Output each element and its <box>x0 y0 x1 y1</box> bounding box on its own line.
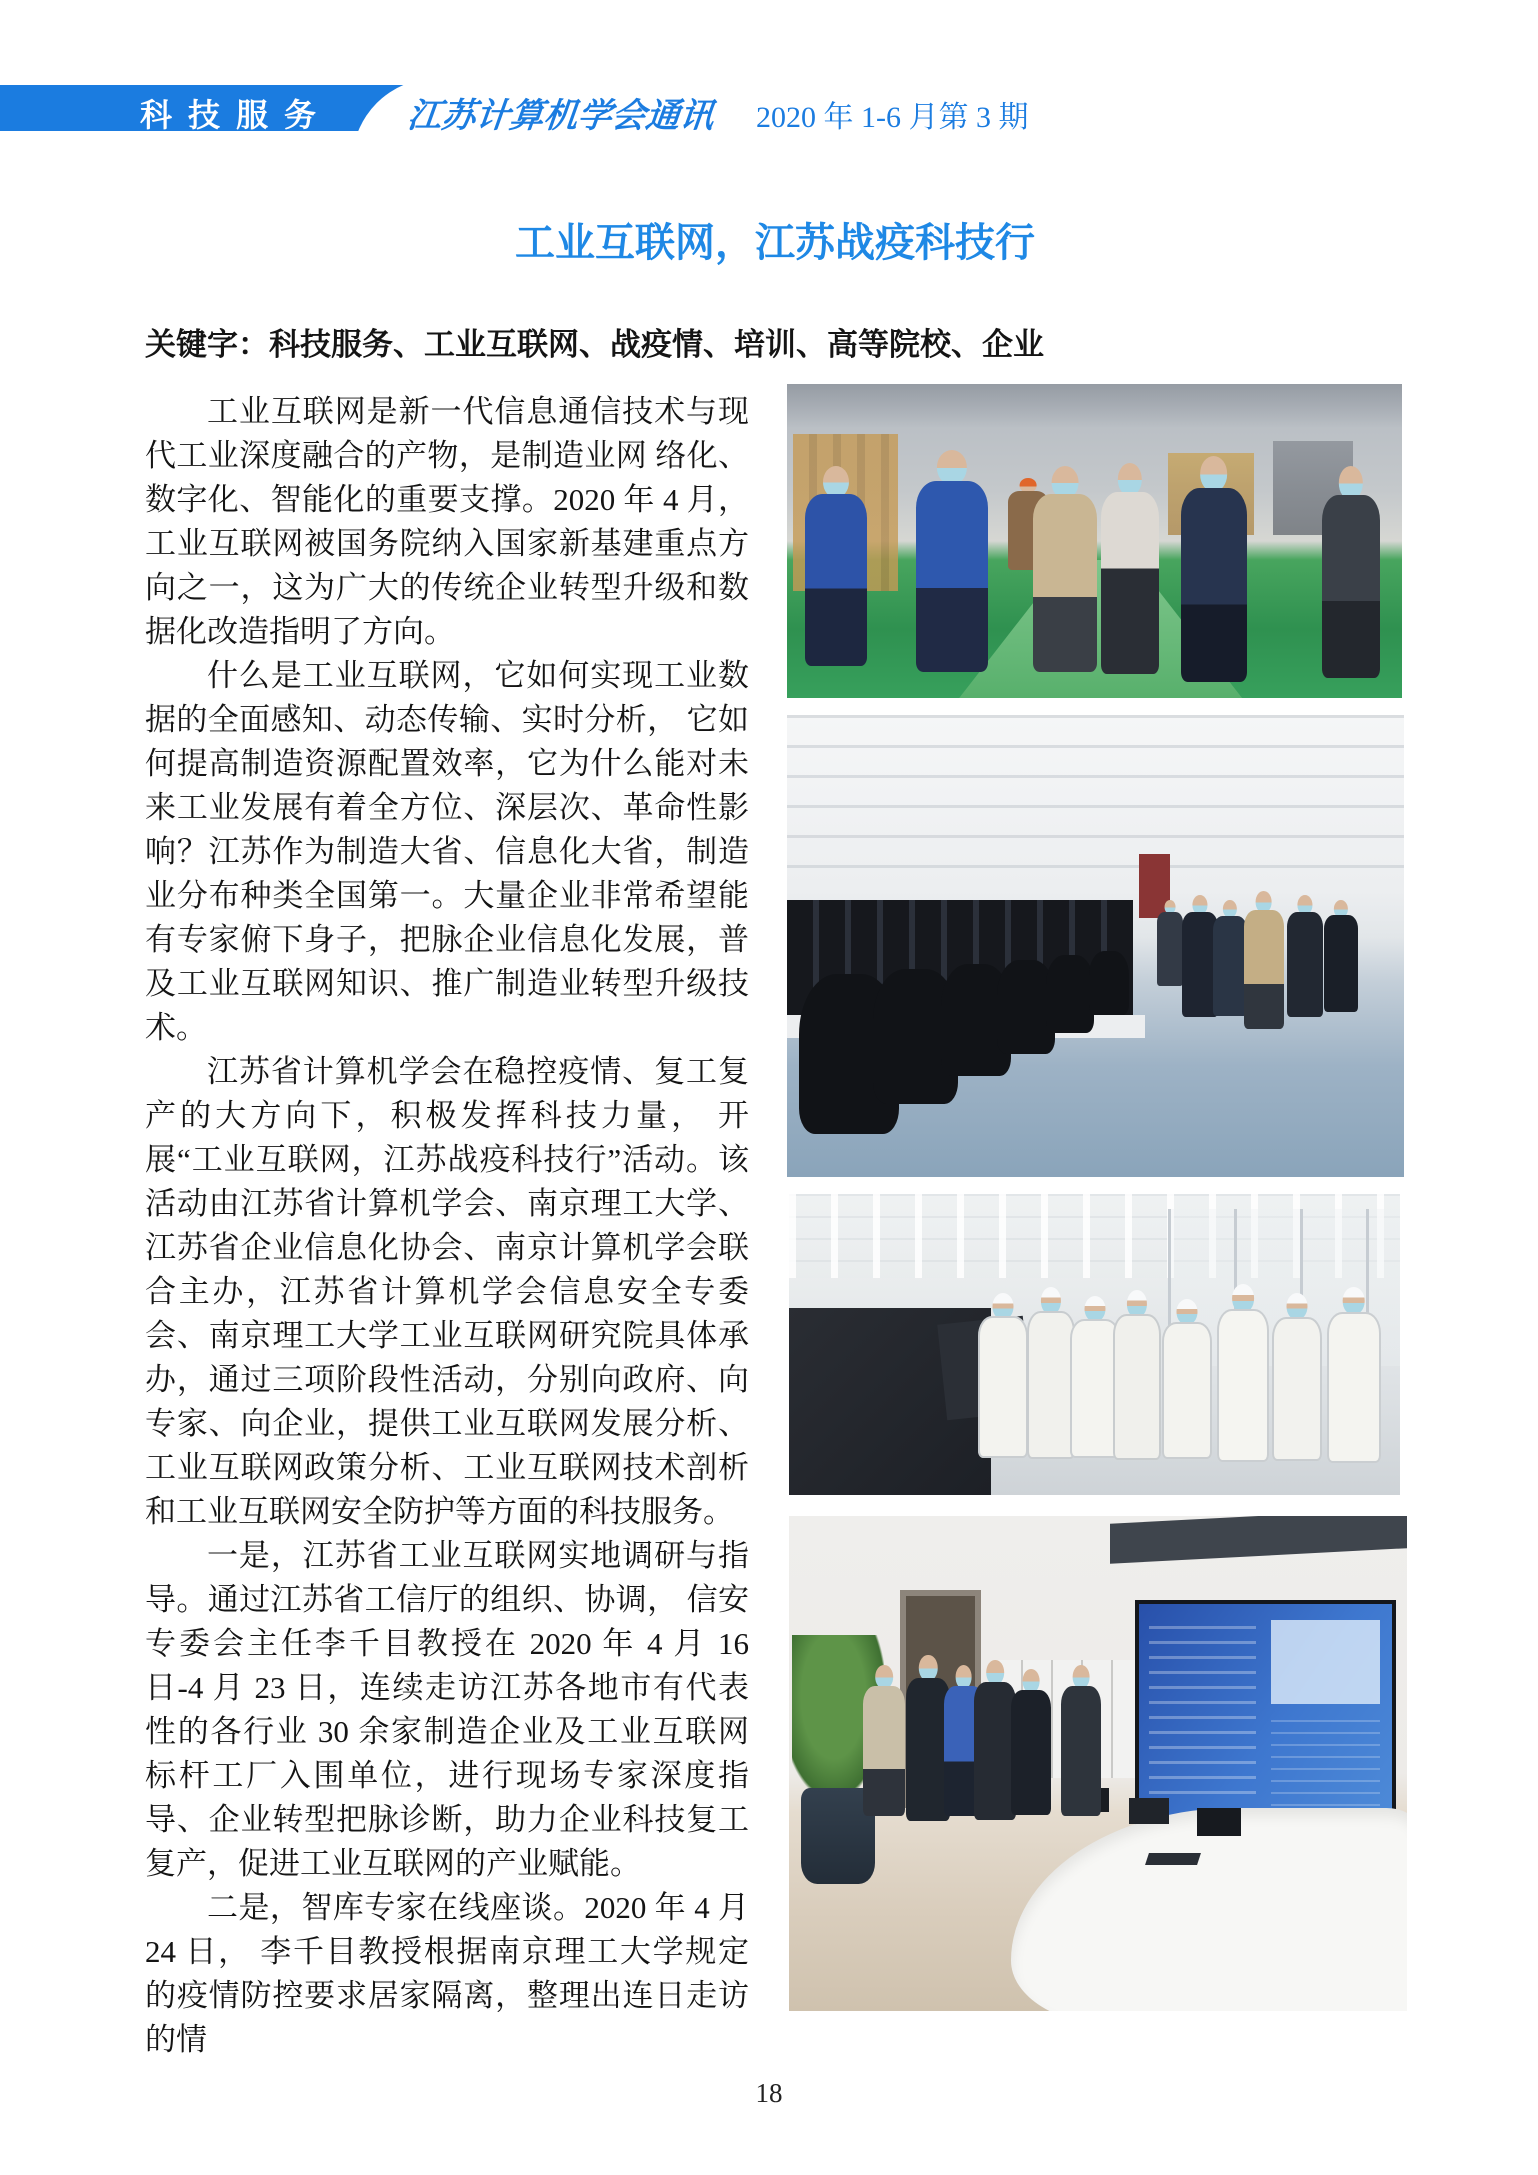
cleanroom-photo <box>789 1194 1400 1495</box>
body-text-column <box>145 390 749 2062</box>
curved-desk <box>1011 1808 1407 2011</box>
ceiling-beam <box>1110 1516 1407 1563</box>
factory-tour-photo <box>787 384 1402 698</box>
article-title: 工业互联网，江苏战疫科技行 <box>515 221 1035 265</box>
person-figure <box>1213 900 1247 1016</box>
body-paragraph: 工业互联网是新一代信息通信技术与现代工业深度融合的产物，是制造业网 络化、数字化、智能化的重要支撑。2020 年 4 月，工业互联网被国务院纳入国家新基建重点方向之一，这为广大的传统企业转型升级和数据化改造指明了方向。 <box>145 394 749 649</box>
chair <box>1089 951 1129 1015</box>
person-figure <box>1327 1287 1381 1463</box>
desk-monitor <box>1129 1798 1169 1824</box>
body-paragraph: 什么是工业互联网，它如何实现工业数据的全面感知、动态传输、实时分析， 它如何提高制造资源配置效率，它为什么能对未来工业发展有着全方位、深层次、革命性影响？江苏作为制造大省、信息化大省，制造业分布种类全国第一。大量企业非常希望能有专家俯下身子，把脉企业信息化发展，普及工业互联网知识、推广制造业转型升级技术。 <box>145 658 749 1045</box>
person-figure <box>863 1665 905 1817</box>
person-figure <box>1217 1284 1269 1462</box>
person-figure <box>1027 1287 1075 1459</box>
control-room-photo <box>787 715 1404 1177</box>
screen-text-lines <box>1271 1720 1380 1809</box>
keywords-line: 关键字：科技服务、工业互联网、战疫情、培训、高等院校、企业 <box>145 327 1044 362</box>
decor <box>787 715 1404 891</box>
decor <box>787 384 1402 428</box>
person-figure <box>974 1660 1016 1820</box>
person-figure <box>1322 466 1380 678</box>
screen-image-panel <box>1271 1620 1380 1705</box>
person-figure <box>916 450 988 672</box>
person-figure <box>1157 900 1183 986</box>
person-figure <box>1244 891 1284 1029</box>
issue-info: 2020 年 1-6 月第 3 期 <box>756 101 1029 134</box>
person-figure <box>1181 456 1247 682</box>
person-figure <box>805 466 867 666</box>
person-figure <box>1272 1293 1322 1461</box>
body-paragraph: 一是，江苏省工业互联网实地调研与指导。通过江苏省工信厅的组织、协调， 信安专委会主任李千目教授在 2020 年 4 月 16 日-4 月 23 日，连续走访江苏各地市有代表性的各行业 30 余家制造企业及工业互联网标杆工厂入围单位，进行现场专家深度指导、企业转型把脉诊断，助力企业科技复工复产，促进工业互联网的产业赋能。 <box>145 1538 749 1881</box>
body-paragraph: 二是，智库专家在线座谈。2020 年 4 月 24 日， 李千目教授根据南京理工大学规定的疫情防控要求居家隔离，整理出连日走访的情 <box>145 1890 749 2057</box>
section-label: 科技服务 <box>140 97 333 133</box>
person-figure <box>1033 466 1097 672</box>
person-figure <box>1287 895 1323 1017</box>
desk-monitor <box>1197 1808 1241 1836</box>
body-paragraph: 江苏省计算机学会在稳控疫情、复工复产的大方向下，积极发挥科技力量， 开展“工业互联网，江苏战疫科技行”活动。该活动由江苏省计算机学会、南京理工大学、江苏省企业信息化协会、南京计算机学会联合主办，江苏省计算机学会信息安全专委会、南京理工大学工业互联网研究院具体承办，通过三项阶段性活动，分别向政府、向专家、向企业，提供工业互联网发展分析、工业互联网政策分析、工业互联网技术剖析和工业互联网安全防护等方面的科技服务。 <box>145 1054 749 1529</box>
chair <box>1046 955 1094 1033</box>
person-figure <box>1162 1299 1212 1459</box>
newsletter-name: 江苏计算机学会通讯 <box>405 98 716 135</box>
person-figure <box>1113 1290 1161 1460</box>
desk-laptop <box>1145 1853 1201 1865</box>
person-figure <box>1011 1669 1051 1815</box>
person-figure <box>1324 900 1358 1012</box>
person-figure <box>1061 1665 1101 1817</box>
meeting-room-photo <box>789 1516 1407 2011</box>
person-figure <box>978 1293 1028 1458</box>
page-number: 18 <box>755 2078 783 2108</box>
screen-text-lines <box>1149 1626 1255 1804</box>
wall-screen <box>1135 1600 1396 1831</box>
person-figure <box>1101 463 1159 675</box>
